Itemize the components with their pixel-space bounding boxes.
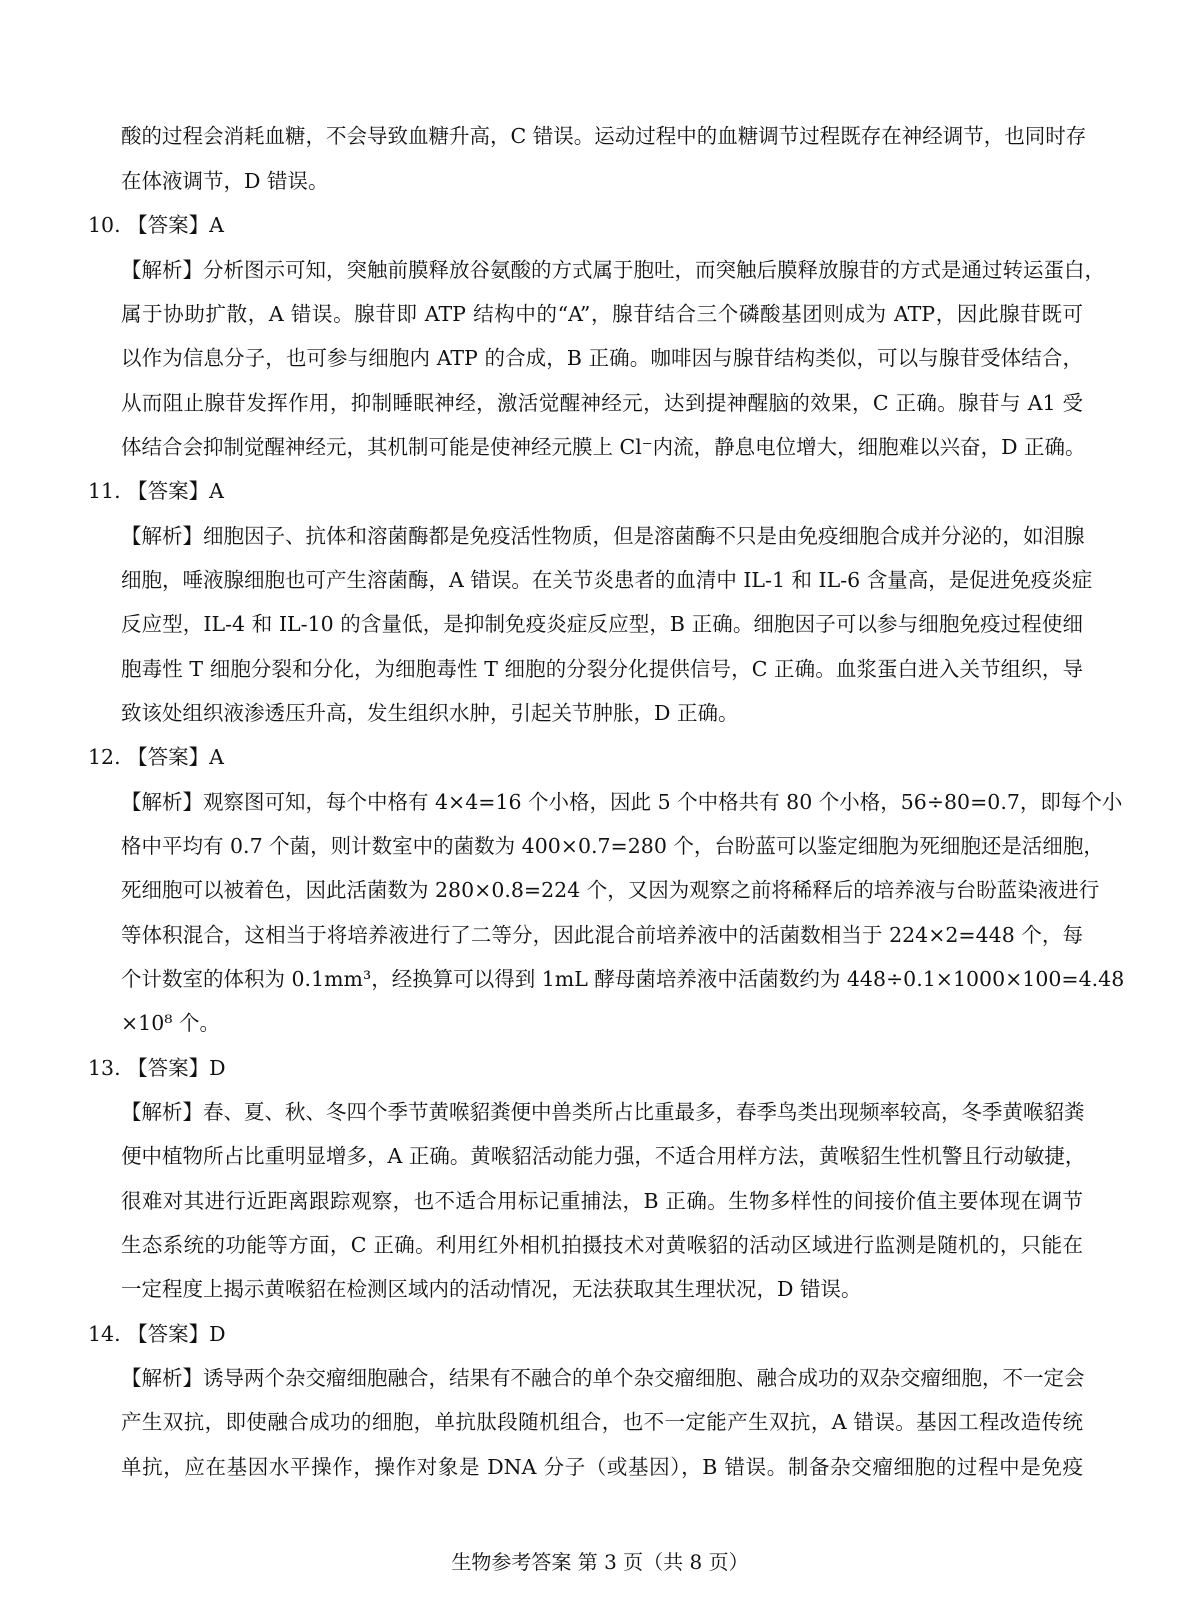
page-footer: 生物参考答案 第 3 页（共 8 页） xyxy=(451,1550,749,1574)
analysis-line: 胞毒性 T 细胞分裂和分化，为细胞毒性 T 细胞的分裂分化提供信号，C 正确。血浆蛋白进入关节组织，导 xyxy=(121,657,1083,681)
analysis-line: 个计数室的体积为 0.1mm³，经换算可以得到 1mL 酵母菌培养液中活菌数约为 448÷0.1×1000×100=4.48 xyxy=(121,967,1125,991)
analysis-line: 产生双抗，即使融合成功的细胞，单抗肽段随机组合，也不一定能产生双抗，A 错误。基因工程改造传统 xyxy=(121,1410,1083,1434)
analysis-line: 死细胞可以被着色，因此活菌数为 280×0.8=224 个，又因为观察之前将稀释后的培养液与台盼蓝染液进行 xyxy=(121,878,1100,902)
analysis-line: 属于协助扩散，A 错误。腺苷即 ATP 结构中的“A”，腺苷结合三个磷酸基团则成为 ATP，因此腺苷既可 xyxy=(121,302,1083,326)
analysis-line: 一定程度上揭示黄喉貂在检测区域内的活动情况，无法获取其生理状况，D 错误。 xyxy=(121,1277,862,1301)
analysis-line: 【解析】春、夏、秋、冬四个季节黄喉貂粪便中兽类所占比重最多，春季鸟类出现频率较高，冬季黄喉貂粪 xyxy=(121,1100,1085,1124)
answer-heading-13: 13. 【答案】D xyxy=(88,1056,226,1080)
analysis-line: 从而阻止腺苷发挥作用，抑制睡眠神经，激活觉醒神经元，达到提神醒脑的效果，C 正确。腺苷与 A1 受 xyxy=(121,391,1083,415)
analysis-line: 细胞，唾液腺细胞也可产生溶菌酶，A 错误。在关节炎患者的血清中 IL-1 和 IL-6 含量高，是促进免疫炎症 xyxy=(121,568,1093,592)
answer-heading-10: 10. 【答案】A xyxy=(88,213,224,237)
paragraph-line: 酸的过程会消耗血糖，不会导致血糖升高，C 错误。运动过程中的血糖调节过程既存在神经调节，也同时存 xyxy=(121,124,1087,148)
analysis-line: 【解析】诱导两个杂交瘤细胞融合，结果有不融合的单个杂交瘤细胞、融合成功的双杂交瘤细胞，不一定会 xyxy=(121,1366,1085,1390)
analysis-line: 以作为信息分子，也可参与细胞内 ATP 的合成，B 正确。咖啡因与腺苷结构类似，可以与腺苷受体结合， xyxy=(121,346,1083,370)
paragraph-line: 在体液调节，D 错误。 xyxy=(121,169,329,193)
answer-heading-11: 11. 【答案】A xyxy=(88,479,224,503)
analysis-line: 体结合会抑制觉醒神经元，其机制可能是使神经元膜上 Cl⁻内流，静息电位增大，细胞难以兴奋，D 正确。 xyxy=(121,435,1086,459)
analysis-line: 反应型，IL-4 和 IL-10 的含量低，是抑制免疫炎症反应型，B 正确。细胞因子可以参与细胞免疫过程使细 xyxy=(121,612,1083,636)
answer-heading-12: 12. 【答案】A xyxy=(88,745,224,769)
analysis-line: 致该处组织液渗透压升高，发生组织水肿，引起关节肿胀，D 正确。 xyxy=(121,701,739,725)
analysis-line: 便中植物所占比重明显增多，A 正确。黄喉貂活动能力强，不适合用样方法，黄喉貂生性机警且行动敏捷， xyxy=(121,1144,1086,1168)
analysis-line: 等体积混合，这相当于将培养液进行了二等分，因此混合前培养液中的活菌数相当于 224×2=448 个，每 xyxy=(121,923,1083,947)
analysis-line: 格中平均有 0.7 个菌，则计数室中的菌数为 400×0.7=280 个，台盼蓝可以鉴定细胞为死细胞还是活细胞， xyxy=(121,834,1104,858)
analysis-line: ×10⁸ 个。 xyxy=(121,1011,220,1035)
answer-heading-14: 14. 【答案】D xyxy=(88,1322,226,1346)
analysis-line: 单抗，应在基因水平操作，操作对象是 DNA 分子（或基因），B 错误。制备杂交瘤细胞的过程中是免疫 xyxy=(121,1455,1083,1479)
analysis-line: 【解析】细胞因子、抗体和溶菌酶都是免疫活性物质，但是溶菌酶不只是由免疫细胞合成并分泌的，如泪腺 xyxy=(121,524,1085,548)
analysis-line: 生态系统的功能等方面，C 正确。利用红外相机拍摄技术对黄喉貂的活动区域进行监测是随机的，只能在 xyxy=(121,1233,1083,1257)
analysis-line: 很难对其进行近距离跟踪观察，也不适合用标记重捕法，B 正确。生物多样性的间接价值主要体现在调节 xyxy=(121,1189,1083,1213)
analysis-line: 【解析】观察图可知，每个中格有 4×4=16 个小格，因此 5 个中格共有 80 个小格，56÷80=0.7，即每个小 xyxy=(121,790,1123,814)
analysis-line: 【解析】分析图示可知，突触前膜释放谷氨酸的方式属于胞吐，而突触后膜释放腺苷的方式是通过转运蛋白， xyxy=(121,258,1105,282)
